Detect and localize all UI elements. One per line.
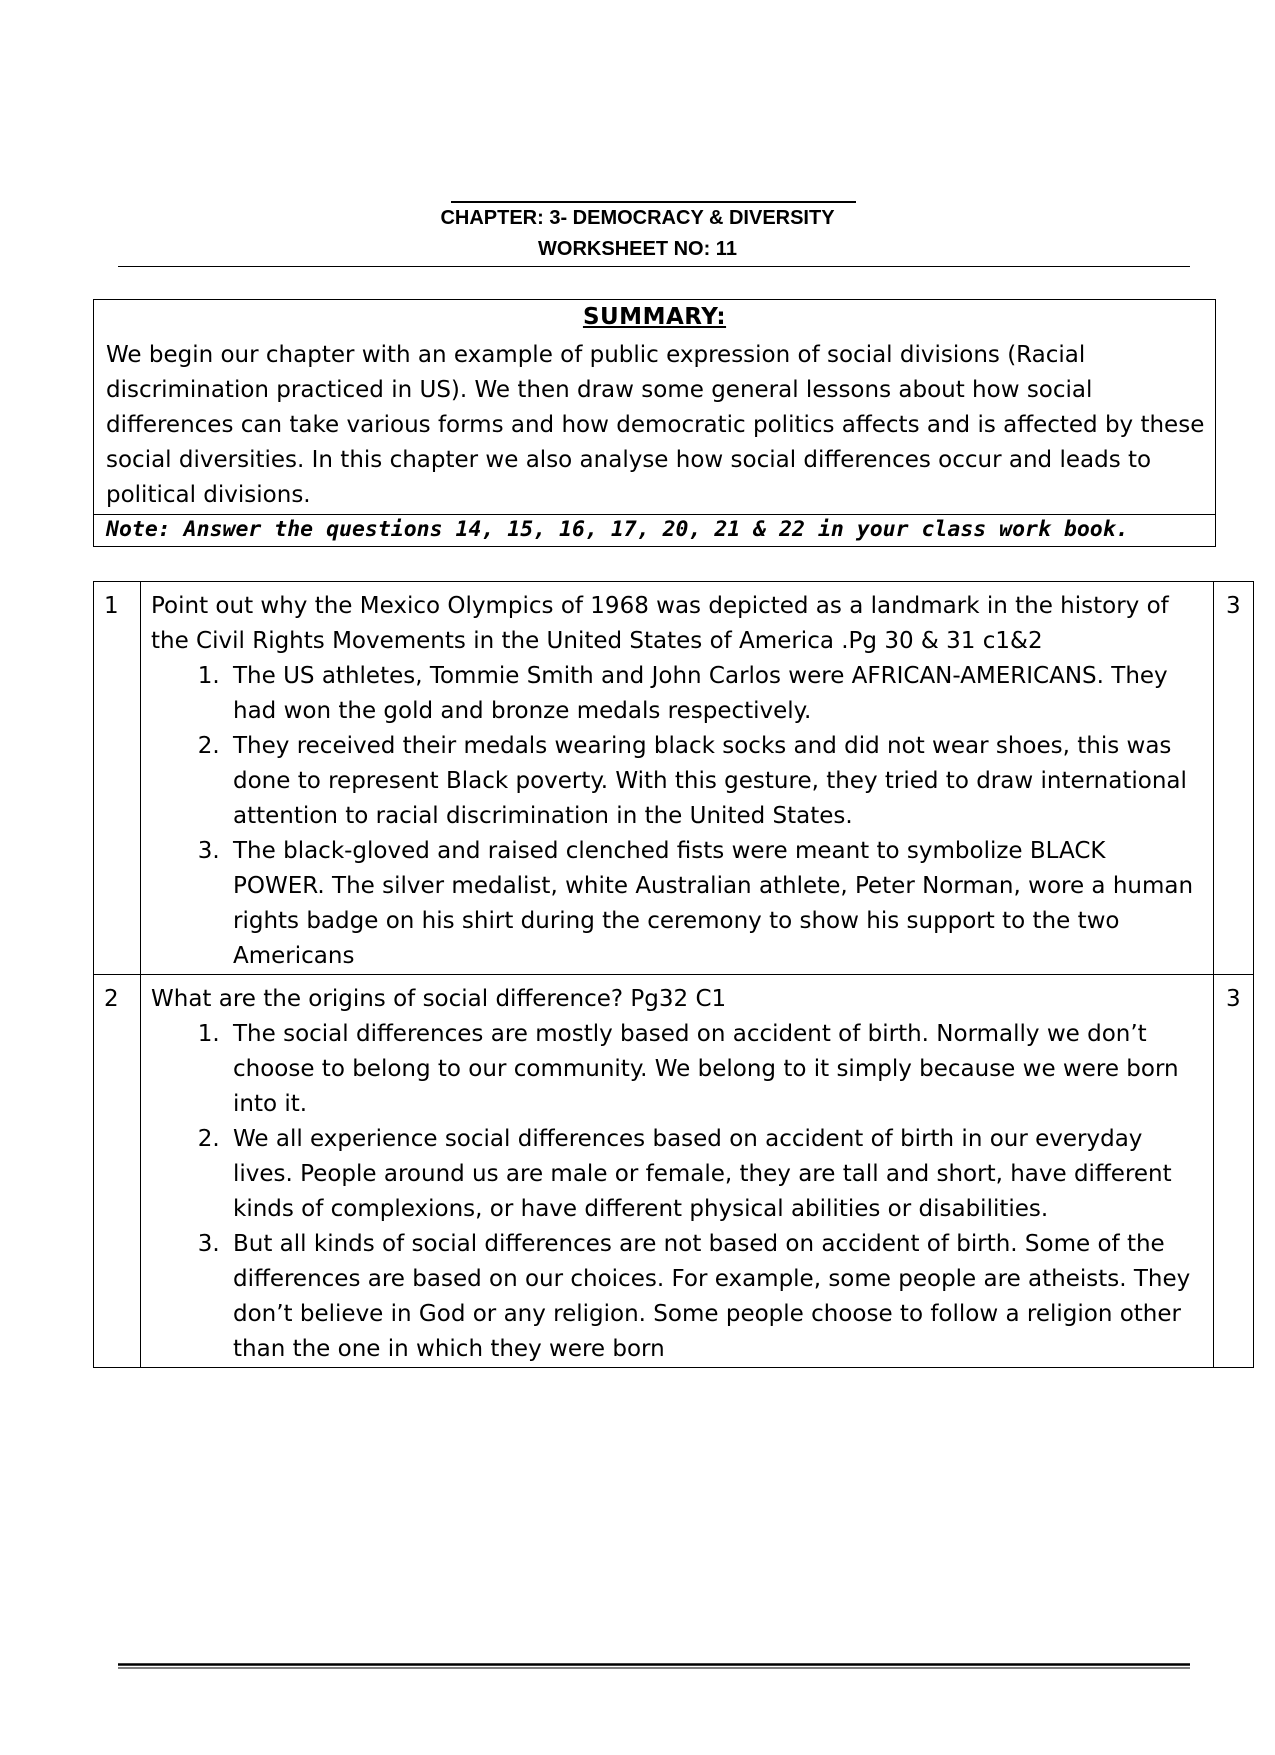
question-marks: 3	[1214, 582, 1254, 975]
header-rule	[118, 266, 1190, 267]
question-body	[141, 975, 1214, 1368]
question-text: Point out why the Mexico Olympics of 1968 was depicted as a landmark in the history of the Civil Rights Movements in the United States of America .Pg 30 & 31 c1&2	[151, 593, 1169, 654]
worksheet-number: WORKSHEET NO: 11	[538, 238, 737, 260]
answer-item: 3. But all kinds of social differences are not based on accident of birth. Some of the differences are based on our choices. For example, some people are atheists. They don’t believe in God or any religion. Some people choose to follow a religion other than the one in which they were born	[227, 1227, 1199, 1367]
top-rule	[451, 201, 856, 203]
answer-item: 2. They received their medals wearing black socks and did not wear shoes, this was done to represent Black poverty. With this gesture, they tried to draw international attention to racial discrimination in the United States.	[227, 729, 1199, 834]
summary-heading: SUMMARY:	[582, 304, 727, 330]
summary-text: We begin our chapter with an example of public expression of social divisions (Racial discrimination practiced in US). We then draw some general lessons about how social differences can take various forms and how democratic politics affects and is affected by these social diversities. In this chapter we also analyse how social differences occur and leads to political divisions.	[106, 342, 1205, 508]
question-number: 2	[94, 975, 141, 1368]
chapter-title: CHAPTER: 3- DEMOCRACY & DIVERSITY	[440, 207, 835, 229]
footer-rule	[118, 1663, 1190, 1669]
questions-table	[93, 581, 1254, 1368]
note-instruction: Answer the questions 14, 15, 16, 17, 20, 21 & 22 in your class work book.	[170, 517, 1129, 542]
answer-list	[151, 1017, 1199, 1367]
answer-item: 1. The social differences are mostly based on accident of birth. Normally we don’t choose to belong to our community. We belong to it simply because we were born into it.	[227, 1017, 1199, 1122]
note-row	[94, 514, 1215, 547]
question-number: 1	[94, 582, 141, 975]
note-label: Note:	[106, 517, 171, 542]
question-text: What are the origins of social difference? Pg32 C1	[151, 986, 727, 1012]
answer-item: 2. We all experience social differences based on accident of birth in our everyday lives. People around us are male or female, they are tall and short, have different kinds of complexions, or have different physical abilities or disabilities.	[227, 1122, 1199, 1227]
question-row	[94, 975, 1254, 1368]
question-body	[141, 582, 1214, 975]
answer-item: 1. The US athletes, Tommie Smith and John Carlos were AFRICAN-AMERICANS. They had won the gold and bronze medals respectively.	[227, 659, 1199, 729]
note-text	[106, 517, 1129, 542]
question-row	[94, 582, 1254, 975]
answer-list	[151, 659, 1199, 974]
question-marks: 3	[1214, 975, 1254, 1368]
summary-box	[93, 299, 1216, 547]
answer-item: 3. The black-gloved and raised clenched fists were meant to symbolize BLACK POWER. The silver medalist, white Australian athlete, Peter Norman, wore a human rights badge on his shirt during the ceremony to show his support to the two Americans	[227, 834, 1199, 974]
